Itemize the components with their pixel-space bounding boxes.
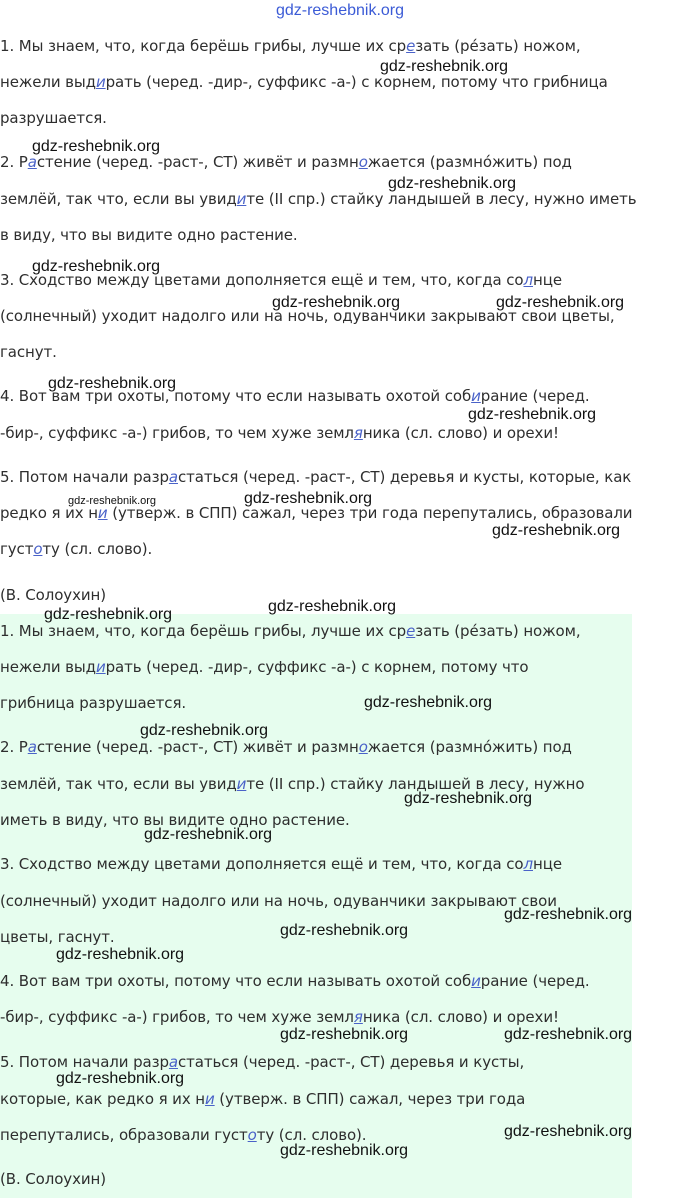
watermark: gdz-reshebnik.org: [492, 522, 621, 539]
watermark: gdz-reshebnik.org: [380, 58, 509, 75]
text-line: 4. Вот вам три охоты, потому что если называть охотой собирание (черед.: [0, 972, 590, 990]
text-line: в виду, что вы видите одно растение.: [0, 226, 298, 244]
watermark: gdz-reshebnik.org: [68, 495, 157, 507]
text-line: 4. Вот вам три охоты, потому что если называть охотой собирание (черед.: [0, 387, 590, 405]
text-line: 5. Потом начали разрастаться (черед. -раст-, СТ) деревья и кусты,: [0, 1053, 525, 1071]
text-line: 2. Растение (черед. -раст-, СТ) живёт и размножается (размно́жить) под: [0, 153, 572, 171]
watermark: gdz-reshebnik.org: [272, 294, 401, 311]
watermark: gdz-reshebnik.org: [56, 1070, 185, 1087]
text-line: гаснут.: [0, 343, 57, 361]
text-line: 5. Потом начали разрастаться (черед. -раст-, СТ) деревья и кусты, которые, как: [0, 468, 632, 486]
text-line: 2. Растение (черед. -раст-, СТ) живёт и размножается (размно́жить) под: [0, 738, 572, 756]
watermark: gdz-reshebnik.org: [144, 826, 273, 843]
text-line: иметь в виду, что вы видите одно растение.: [0, 811, 350, 829]
text-line: разрушается.: [0, 109, 107, 127]
text-line: нежели выдирать (черед. -дир-, суффикс -а-) с корнем, потому что грибница: [0, 73, 608, 91]
watermark: gdz-reshebnik.org: [48, 375, 177, 392]
text-line: которые, как редко я их ни (утверж. в СПП) сажал, через три года: [0, 1090, 526, 1108]
watermark: gdz-reshebnik.org: [364, 694, 493, 711]
watermark: gdz-reshebnik.org: [56, 946, 185, 963]
watermark: gdz-reshebnik.org: [280, 1142, 409, 1159]
text-line: грибница разрушается.: [0, 694, 187, 712]
watermark: gdz-reshebnik.org: [32, 258, 161, 275]
text-line: 1. Мы знаем, что, когда берёшь грибы, лучше их срезать (ре́зать) ножом,: [0, 622, 581, 640]
author-line: (В. Солоухин): [0, 1170, 106, 1188]
text-line: перепутались, образовали густоту (сл. слово).: [0, 1126, 367, 1144]
text-line: 3. Сходство между цветами дополняется ещё и тем, что, когда солнце: [0, 271, 562, 289]
text-line: -бир-, суффикс -а-) грибов, то чем хуже земляника (сл. слово) и орехи!: [0, 1008, 559, 1026]
site-header-link[interactable]: gdz-reshebnik.org: [275, 2, 405, 19]
text-line: нежели выдирать (черед. -дир-, суффикс -а-) с корнем, потому что: [0, 658, 529, 676]
watermark: gdz-reshebnik.org: [388, 175, 517, 192]
text-line: землёй, так что, если вы увидите (II спр.) стайку ландышей в лесу, нужно иметь: [0, 190, 637, 208]
watermark: gdz-reshebnik.org: [280, 922, 409, 939]
author-line: (В. Солоухин): [0, 586, 106, 604]
text-line: 1. Мы знаем, что, когда берёшь грибы, лучше их срезать (ре́зать) ножом,: [0, 37, 581, 55]
watermark: gdz-reshebnik.org: [280, 1026, 409, 1043]
text-line: 3. Сходство между цветами дополняется ещё и тем, что, когда солнце: [0, 855, 562, 873]
text-line: цветы, гаснут.: [0, 928, 115, 946]
watermark: gdz-reshebnik.org: [404, 790, 533, 807]
text-line: редко я их ни (утверж. в СПП) сажал, через три года перепутались, образовали: [0, 504, 633, 522]
text-line: (солнечный) уходит надолго или на ночь, одуванчики закрывают свои цветы,: [0, 307, 615, 325]
watermark: gdz-reshebnik.org: [504, 1026, 633, 1043]
text-line: (солнечный) уходит надолго или на ночь, одуванчики закрывают свои: [0, 892, 557, 910]
watermark: gdz-reshebnik.org: [504, 906, 633, 923]
text-line: -бир-, суффикс -а-) грибов, то чем хуже земляника (сл. слово) и орехи!: [0, 424, 559, 442]
watermark: gdz-reshebnik.org: [496, 294, 625, 311]
watermark: gdz-reshebnik.org: [504, 1123, 633, 1140]
watermark: gdz-reshebnik.org: [32, 138, 161, 155]
watermark: gdz-reshebnik.org: [244, 490, 373, 507]
text-line: землёй, так что, если вы увидите (II спр.) стайку ландышей в лесу, нужно: [0, 775, 585, 793]
watermark: gdz-reshebnik.org: [140, 722, 269, 739]
watermark: gdz-reshebnik.org: [468, 406, 597, 423]
text-line: густоту (сл. слово).: [0, 540, 153, 558]
watermark: gdz-reshebnik.org: [268, 598, 397, 615]
watermark: gdz-reshebnik.org: [44, 606, 173, 623]
